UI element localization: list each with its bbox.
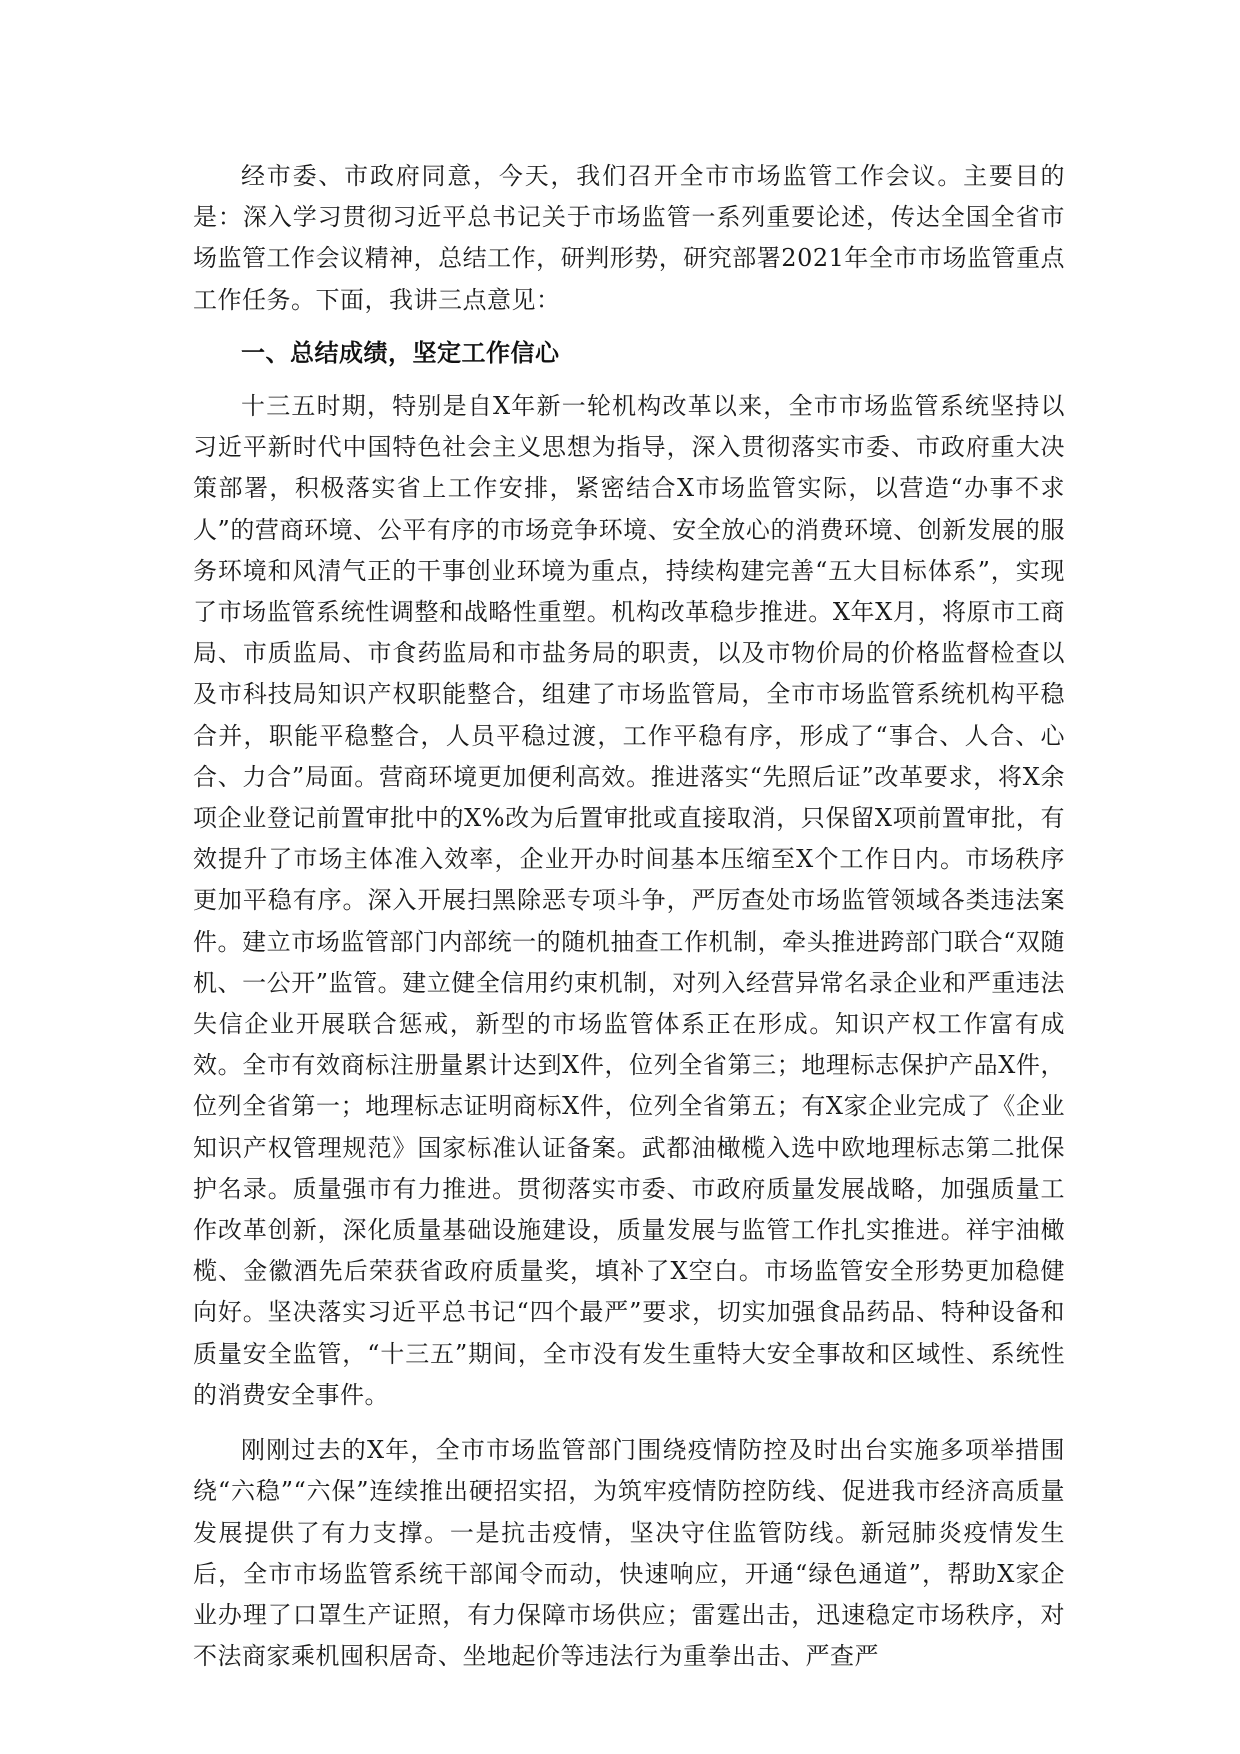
section-1-paragraph-2: 刚刚过去的X年，全市市场监管部门围绕疫情防控及时出台实施多项举措围绕“六稳”“六保”连续推出硬招实招，为筑牢疫情防控防线、促进我市经济高质量发展提供了有力支撑。一是抗击疫情，坚决守住监管防线。新冠肺炎疫情发生后，全市市场监管系统干部闻令而动，快速响应，开通“绿色通道”，帮助X家企业办理了口罩生产证照，有力保障市场供应；雷霆出击，迅速稳定市场秩序，对不法商家乘机囤积居奇、坐地起价等违法行为重拳出击、严查严 (193, 1436, 1065, 1671)
section-heading-1: 一、总结成绩，坚定工作信心 (241, 338, 560, 367)
section-1-paragraph-1: 十三五时期，特别是自X年新一轮机构改革以来，全市市场监管系统坚持以习近平新时代中国特色社会主义思想为指导，深入贯彻落实市委、市政府重大决策部署，积极落实省上工作安排，紧密结合X市场监管实际，以营造“办事不求人”的营商环境、公平有序的市场竞争环境、安全放心的消费环境、创新发展的服务环境和风清气正的干事创业环境为重点，持续构建完善“五大目标体系”，实现了市场监管系统性调整和战略性重塑。机构改革稳步推进。X年X月，将原市工商局、市质监局、市食药监局和市盐务局的职责，以及市物价局的价格监督检查以及市科技局知识产权职能整合，组建了市场监管局，全市市场监管系统机构平稳合并，职能平稳整合，人员平稳过渡，工作平稳有序，形成了“事合、人合、心合、力合”局面。营商环境更加便利高效。推进落实“先照后证”改革要求，将X余项企业登记前置审批中的X%改为后置审批或直接取消，只保留X项前置审批，有效提升了市场主体准入效率，企业开办时间基本压缩至X个工作日内。市场秩序更加平稳有序。深入开展扫黑除恶专项斗争，严厉查处市场监管领域各类违法案件。建立市场监管部门内部统一的随机抽查工作机制，牵头推进跨部门联合“双随机、一公开”监管。建立健全信用约束机制，对列入经营异常名录企业和严重违法失信企业开展联合惩戒，新型的市场监管体系正在形成。知识产权工作富有成效。全市有效商标注册量累计达到X件，位列全省第三；地理标志保护产品X件，位列全省第一；地理标志证明商标X件，位列全省第五；有X家企业完成了《企业知识产权管理规范》国家标准认证备案。武都油橄榄入选中欧地理标志第二批保护名录。质量强市有力推进。贯彻落实市委、市政府质量发展战略，加强质量工作改革创新，深化质量基础设施建设，质量发展与监管工作扎实推进。祥宇油橄榄、金徽酒先后荣获省政府质量奖，填补了X空白。市场监管安全形势更加稳健向好。坚决落实习近平总书记“四个最严”要求，切实加强食品药品、特种设备和质量安全监管，“十三五”期间，全市没有发生重特大安全事故和区域性、系统性的消费安全事件。 (193, 392, 1065, 1409)
intro-paragraph: 经市委、市政府同意，今天，我们召开全市市场监管工作会议。主要目的是：深入学习贯彻习近平总书记关于市场监管一系列重要论述，传达全国全省市场监管工作会议精神，总结工作，研判形势，研究部署2021年全市市场监管重点工作任务。下面，我讲三点意见： (193, 162, 1065, 314)
document-body (193, 156, 1065, 1677)
